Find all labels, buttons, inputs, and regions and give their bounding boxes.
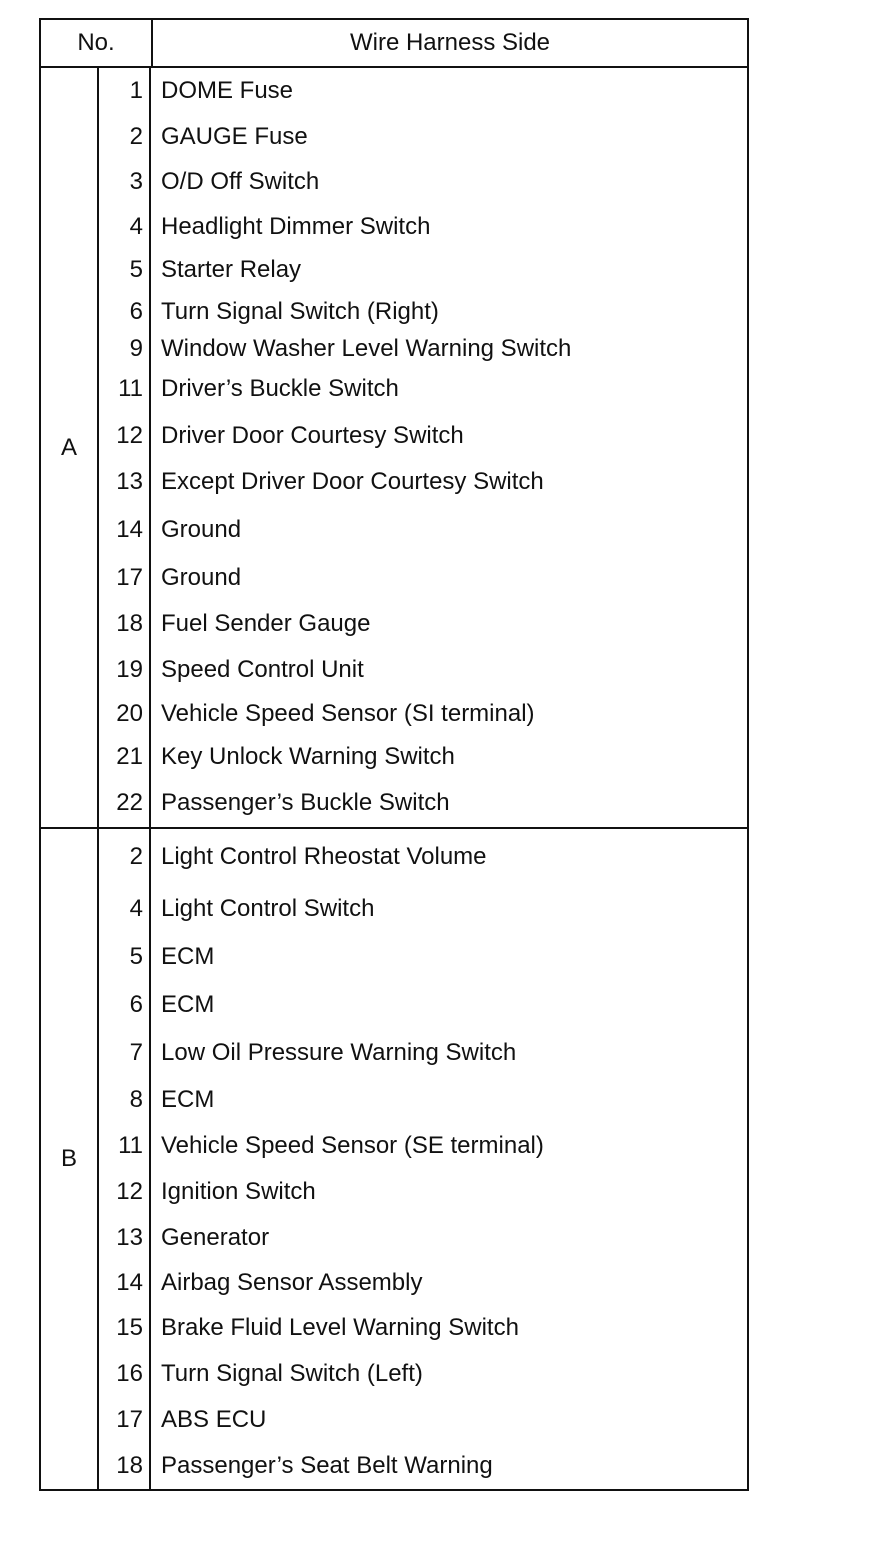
wire-harness-description: Generator	[161, 1224, 270, 1251]
wire-harness-description: Speed Control Unit	[161, 656, 364, 683]
terminal-number: 21	[99, 735, 151, 779]
terminal-number: 9	[99, 333, 151, 365]
table-row	[99, 1169, 747, 1215]
wire-harness-description: ABS ECU	[161, 1406, 267, 1433]
wire-harness-description: Low Oil Pressure Warning Switch	[161, 1039, 517, 1066]
terminal-number: 17	[99, 555, 151, 601]
table-row	[99, 1261, 747, 1305]
terminal-number: 4	[99, 885, 151, 933]
wire-harness-description: Window Washer Level Warning Switch	[161, 335, 572, 362]
table-header	[41, 20, 747, 68]
table-row	[99, 291, 747, 333]
terminal-number: 2	[99, 829, 151, 885]
wire-harness-table	[39, 18, 749, 1491]
wire-harness-description: ECM	[161, 1086, 215, 1113]
wire-harness-description: Brake Fluid Level Warning Switch	[161, 1314, 519, 1341]
terminal-number: 17	[99, 1397, 151, 1443]
table-row	[99, 735, 747, 779]
wire-harness-description: Driver Door Courtesy Switch	[161, 422, 464, 449]
wire-harness-description: Light Control Rheostat Volume	[161, 843, 487, 870]
table-row	[99, 249, 747, 291]
header-no: No.	[41, 20, 153, 66]
terminal-number: 19	[99, 647, 151, 693]
terminal-number: 11	[99, 1123, 151, 1169]
wire-harness-description: Ignition Switch	[161, 1178, 316, 1205]
terminal-number: 4	[99, 205, 151, 249]
terminal-number: 13	[99, 1215, 151, 1261]
header-wire-harness-side: Wire Harness Side	[349, 29, 551, 56]
terminal-number: 14	[99, 1261, 151, 1305]
table-row	[99, 555, 747, 601]
terminal-number: 20	[99, 693, 151, 735]
wire-harness-description: Ground	[161, 516, 242, 543]
terminal-number: 18	[99, 1443, 151, 1489]
wire-harness-description: Ground	[161, 564, 242, 591]
terminal-number: 5	[99, 249, 151, 291]
group-label: A	[41, 68, 99, 827]
wire-harness-description: Key Unlock Warning Switch	[161, 743, 455, 770]
wire-harness-description: Turn Signal Switch (Right)	[161, 298, 439, 325]
terminal-number: 2	[99, 114, 151, 159]
wire-harness-description: Starter Relay	[161, 256, 302, 283]
terminal-number: 18	[99, 601, 151, 647]
wire-harness-description: ECM	[161, 943, 215, 970]
terminal-number: 12	[99, 1169, 151, 1215]
table-row	[99, 1077, 747, 1123]
terminal-number: 14	[99, 505, 151, 555]
wire-harness-description: Vehicle Speed Sensor (SI terminal)	[161, 700, 535, 727]
table-row	[99, 1305, 747, 1351]
wire-harness-description: ECM	[161, 991, 215, 1018]
terminal-number: 16	[99, 1351, 151, 1397]
wire-harness-description: GAUGE Fuse	[161, 122, 308, 150]
wire-harness-description: Fuel Sender Gauge	[161, 610, 371, 637]
terminal-number: 7	[99, 1029, 151, 1077]
table-row	[99, 647, 747, 693]
wire-harness-description: Vehicle Speed Sensor (SE terminal)	[161, 1132, 544, 1159]
wire-harness-description: Passenger’s Seat Belt Warning	[161, 1452, 493, 1479]
terminal-number: 15	[99, 1305, 151, 1351]
table-row	[99, 413, 747, 459]
wire-harness-description: Driver’s Buckle Switch	[161, 375, 399, 402]
wire-harness-description: DOME Fuse	[161, 77, 294, 104]
table-row	[99, 829, 747, 885]
terminal-number: 22	[99, 779, 151, 827]
table-row	[99, 1351, 747, 1397]
wire-harness-description: O/D Off Switch	[161, 168, 320, 195]
table-row	[99, 1397, 747, 1443]
table-row	[99, 114, 747, 159]
table-row	[99, 205, 747, 249]
table-row	[99, 981, 747, 1029]
terminal-number: 11	[99, 365, 151, 413]
section-b	[41, 827, 747, 1489]
terminal-number: 5	[99, 933, 151, 981]
table-row	[99, 159, 747, 205]
wire-harness-description: Turn Signal Switch (Left)	[161, 1360, 423, 1387]
table-row	[99, 459, 747, 505]
terminal-number: 8	[99, 1077, 151, 1123]
terminal-number: 13	[99, 459, 151, 505]
table-row	[99, 1215, 747, 1261]
table-row	[99, 779, 747, 827]
table-row	[99, 1123, 747, 1169]
group-label: B	[41, 829, 99, 1489]
table-row	[99, 933, 747, 981]
wire-harness-description: Airbag Sensor Assembly	[161, 1269, 423, 1296]
table-row	[99, 693, 747, 735]
wire-harness-description: Light Control Switch	[161, 895, 375, 922]
table-row	[99, 1029, 747, 1077]
wire-harness-description: Headlight Dimmer Switch	[161, 213, 431, 240]
table-row	[99, 365, 747, 413]
table-row	[99, 505, 747, 555]
table-row	[99, 885, 747, 933]
table-row	[99, 601, 747, 647]
terminal-number: 6	[99, 981, 151, 1029]
terminal-number: 1	[99, 68, 151, 114]
wire-harness-description: Passenger’s Buckle Switch	[161, 789, 450, 816]
table-row	[99, 1443, 747, 1489]
terminal-number: 3	[99, 159, 151, 205]
wire-harness-description: Except Driver Door Courtesy Switch	[161, 468, 544, 495]
terminal-number: 6	[99, 291, 151, 333]
table-row	[99, 333, 747, 365]
terminal-number: 12	[99, 413, 151, 459]
section-a	[41, 68, 747, 827]
table-row	[99, 68, 747, 114]
